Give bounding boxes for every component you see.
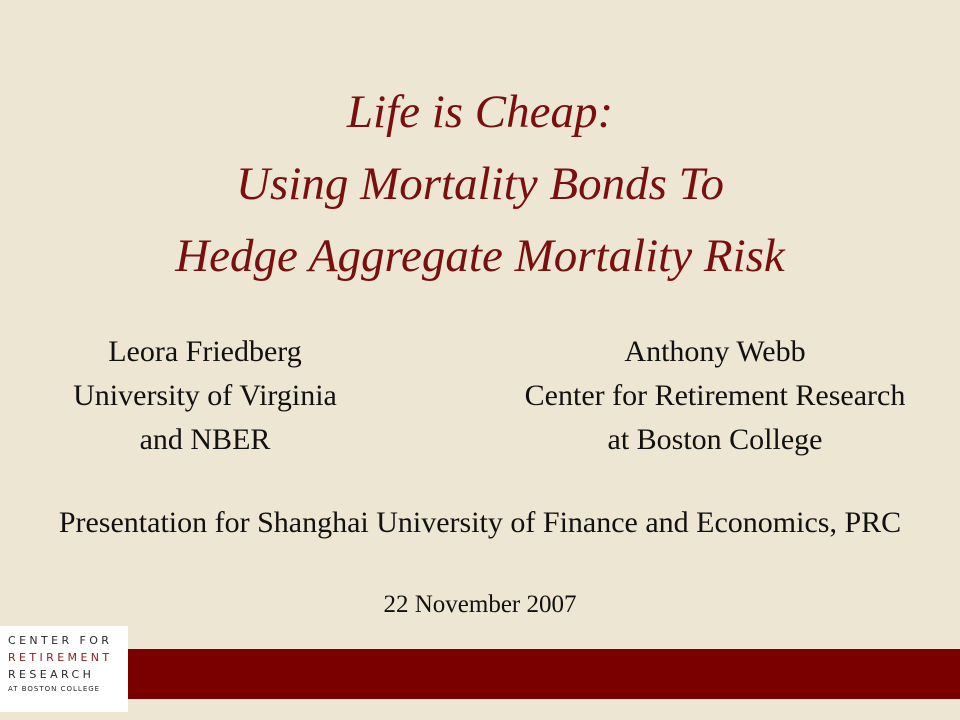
title-line-3: Hedge Aggregate Mortality Risk [175,230,785,282]
logo-line: RESEARCH [8,668,95,681]
logo-line: CENTER FOR [8,634,113,647]
author-affiliation: at Boston College [607,423,823,456]
author-affiliation: University of Virginia [73,379,337,412]
logo-line: RETIREMENT [8,651,113,664]
author-name: Anthony Webb [624,335,806,368]
title-line-1: Life is Cheap: [346,86,614,138]
author-affiliation: and NBER [139,423,271,456]
author-block-right [470,330,960,462]
presentation-date: 22 November 2007 [383,591,577,618]
slide-title [0,76,960,292]
title-line-2: Using Mortality Bonds To [236,158,724,210]
presentation-venue: Presentation for Shanghai University of Finance and Economics, PRC [58,506,902,539]
author-name: Leora Friedberg [108,335,302,368]
logo-line: AT BOSTON COLLEGE [8,685,101,693]
author-block-left [20,330,390,462]
author-affiliation: Center for Retirement Research [524,379,906,412]
crr-logo [0,626,128,712]
footer-bar [0,649,960,699]
